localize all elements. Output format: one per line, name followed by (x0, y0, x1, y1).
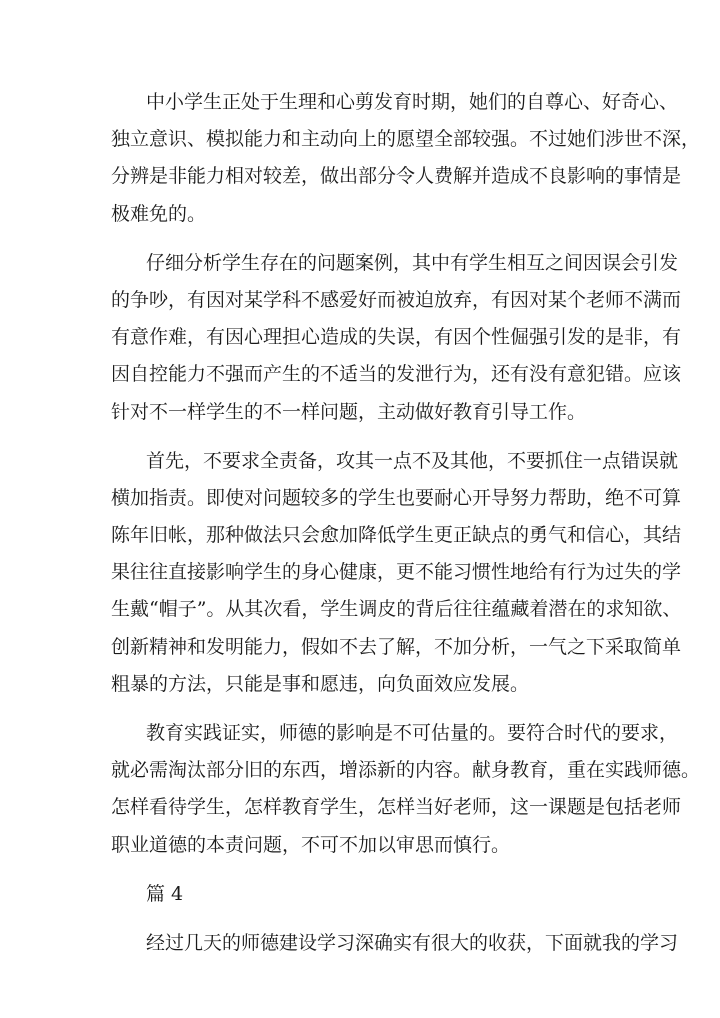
text-line: 粗暴的方法，只能是事和愿违，向负面效应发展。 (111, 672, 530, 695)
section-heading-text: 篇 4 (146, 882, 184, 905)
text-line: 生戴“帽子”。从其次看，学生调皮的背后往往蕴藏着潜在的求知欲、 (111, 598, 682, 621)
paragraph (111, 245, 682, 431)
text-line: 创新精神和发明能力，假如不去了解，不加分析，一气之下采取简单 (111, 635, 682, 658)
text-line: 陈年旧帐，那种做法只会愈加降低学生更正缺点的勇气和信心，其结 (111, 524, 682, 547)
text-line: 因自控能力不强而产生的不适当的发泄行为，还有没有意犯错。应该 (111, 363, 682, 386)
text-line: 针对不一样学生的不一样问题，主动做好教育引导工作。 (111, 400, 587, 423)
text-line: 教育实践证实，师德的影响是不可估量的。要符合时代的要求， (146, 722, 679, 744)
text-line: 首先，不要求全责备，攻其一点不及其他，不要抓住一点错误就 (146, 449, 679, 472)
text-line: 职业道德的本责问题，不可不加以审思而慎行。 (111, 833, 511, 856)
paragraph (111, 715, 701, 864)
paragraph (111, 443, 682, 703)
text-line: 就必需淘汰部分旧的东西，增添新的内容。献身教育，重在实践师德。 (111, 759, 701, 782)
document-body (111, 84, 701, 962)
text-line: 横加指责。即使对问题较多的学生也要耐心开导努力帮助，绝不可算 (111, 486, 682, 509)
section-heading (111, 876, 607, 913)
text-line: 怎样看待学生，怎样教育学生，怎样当好老师，这一课题是包括老师 (111, 796, 682, 819)
paragraph (111, 84, 701, 233)
text-line: 独立意识、模拟能力和主动向上的愿望全部较强。不过她们涉世不深， (111, 128, 701, 151)
text-line: 仔细分析学生存在的问题案例，其中有学生相互之间因误会引发 (146, 251, 679, 274)
paragraph (111, 925, 679, 962)
text-line: 果往往直接影响学生的身心健康，更不能习惯性地给有行为过失的学 (111, 561, 682, 584)
text-line: 中小学生正处于生理和心剪发育时期，她们的自尊心、好奇心、 (146, 91, 679, 113)
text-line: 的争吵，有因对某学科不感爱好而被迫放弃，有因对某个老师不满而 (111, 288, 682, 311)
text-line: 经过几天的师德建设学习深确实有很大的收获，下面就我的学习 (146, 931, 679, 954)
text-line: 分辨是非能力相对较差，做出部分令人费解并造成不良影响的事情是 (111, 165, 682, 188)
text-line: 极难免的。 (111, 202, 207, 225)
text-line: 有意作难，有因心理担心造成的失误，有因个性倔强引发的是非，有 (111, 326, 682, 349)
